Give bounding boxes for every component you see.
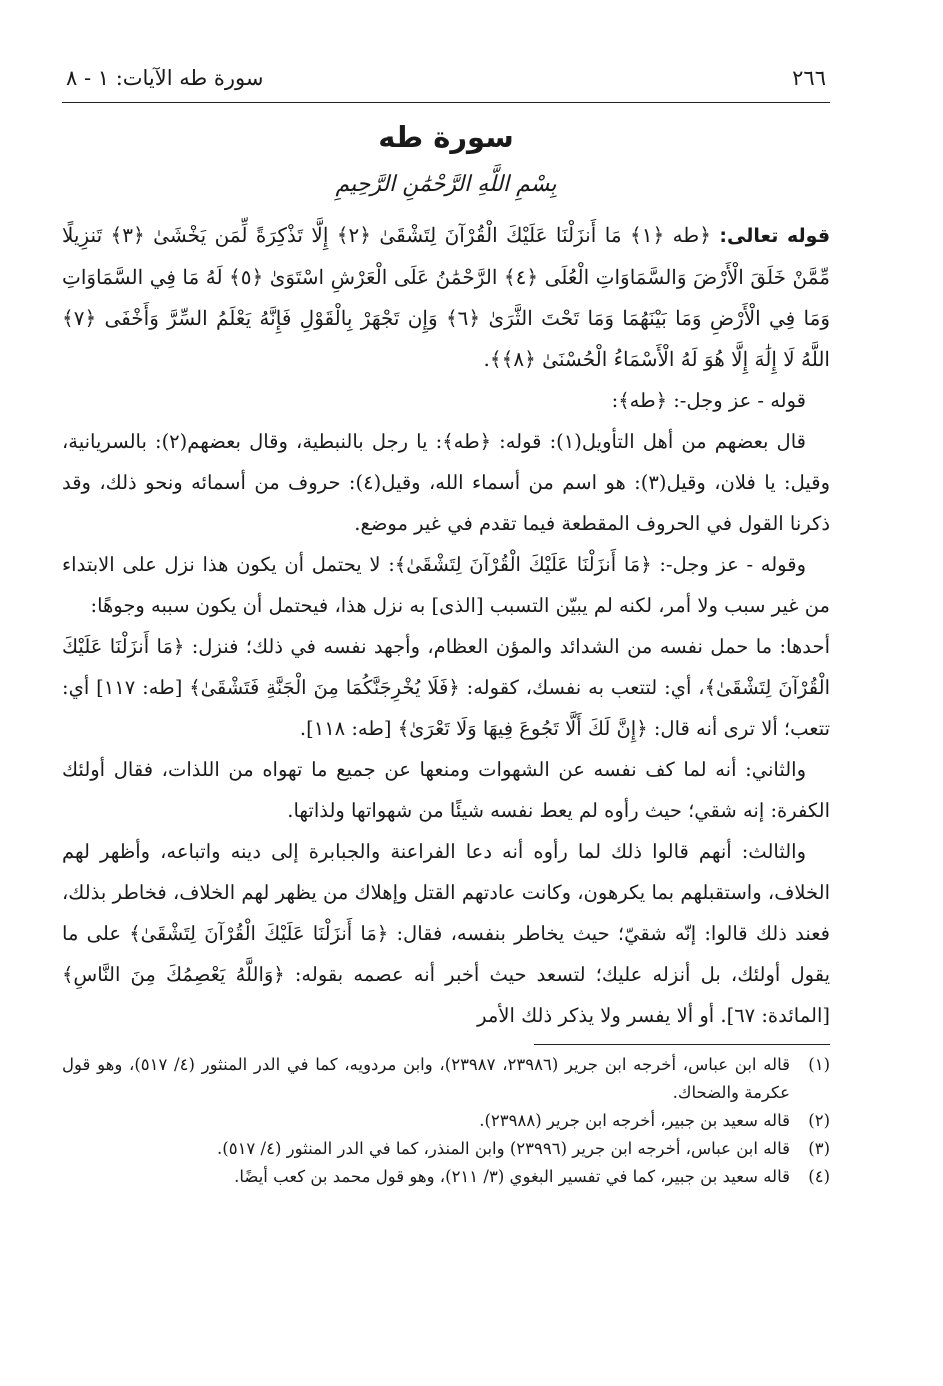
surah-title: سورة طه xyxy=(378,120,514,154)
footnote xyxy=(62,1163,830,1191)
footnote xyxy=(62,1107,830,1135)
paragraph: قال بعضهم من أهل التأويل(١): قوله: ﴿طه﴾: يا رجل بالنبطية، وقال بعضهم(٢): بالسريانية، وقيل: يا فلان، وقيل(٣): هو اسم من أسماء الله، وقيل(٤): حروف من أسمائه ونحو ذلك، وقد ذكرنا القول في الحروف المقطعة فيما تقدم في غير موضع. xyxy=(62,430,830,535)
paragraph: والثاني: أنه لما كف نفسه عن الشهوات ومنعها عن جميع ما تهواه من اللذات، فقال أولئك الكفرة: إنه شقي؛ حيث رأوه لم يعط نفسه شيئًا من شهواتها ولذاتها. xyxy=(62,758,830,822)
verse-lead: قوله تعالى: xyxy=(719,225,831,247)
paragraph: والثالث: أنهم قالوا ذلك لما رأوه أنه دعا الفراعنة والجبابرة إلى دينه واتباعه، وأظهر لهم الخلاف، واستقبلهم بما يكرهون، وكانت عادتهم القتل وإهلاك من يظهر لهم الخلاف، فخاطر بذلك، فعند ذلك قالوا: إنّه شقيّ؛ حيث يخاطر بنفسه، فقال: ﴿مَا أَنزَلْنَا عَلَيْكَ الْقُرْآنَ لِتَشْقَىٰ﴾ على ما يقول أولئك، بل أنزله عليك؛ لتسعد حيث أخبر أنه عصمه بقوله: ﴿وَاللَّهُ يَعْصِمُكَ مِنَ النَّاسِ﴾ [المائدة: ٦٧]. أو ألا يفسر ولا يذكر ذلك الأمر xyxy=(62,840,830,1027)
commentary xyxy=(62,380,830,1036)
header-title: سورة طه الآيات: ١ - ٨ xyxy=(66,66,264,90)
footnote-text: قاله ابن عباس، أخرجه ابن جرير (٢٣٩٩٦) وابن المنذر، كما في الدر المنثور (٤/ ٥١٧). xyxy=(217,1139,790,1158)
paragraph: أحدها: ما حمل نفسه من الشدائد والمؤن العظام، وأجهد نفسه في ذلك؛ فنزل: ﴿مَا أَنزَلْنَا عَلَيْكَ الْقُرْآنَ لِتَشْقَىٰ﴾، أي: لتتعب به نفسك، كقوله: ﴿فَلَا يُخْرِجَنَّكُمَا مِنَ الْجَنَّةِ فَتَشْقَىٰ﴾ [طه: ١١٧] أي: تتعب؛ ألا ترى أنه قال: ﴿إِنَّ لَكَ أَلَّا تَجُوعَ فِيهَا وَلَا تَعْرَىٰ﴾ [طه: ١١٨]. xyxy=(62,635,831,740)
footnote-number: (٤) xyxy=(808,1167,830,1186)
basmala: بِسْمِ اللَّهِ الرَّحْمَٰنِ الرَّحِيمِ xyxy=(335,172,557,197)
footnotes xyxy=(62,1051,830,1191)
book-page xyxy=(62,58,830,1348)
footnote-number: (٢) xyxy=(808,1111,830,1130)
verse-text: ﴿طه ﴿١﴾ مَا أَنزَلْنَا عَلَيْكَ الْقُرْآنَ لِتَشْقَىٰ ﴿٢﴾ إِلَّا تَذْكِرَةً لِّمَن يَخْشَىٰ ﴿٣﴾ تَنزِيلًا مِّمَّنْ خَلَقَ الْأَرْضَ وَالسَّمَاوَاتِ الْعُلَى ﴿٤﴾ الرَّحْمَٰنُ عَلَى الْعَرْشِ اسْتَوَىٰ ﴿٥﴾ لَهُ مَا فِي السَّمَاوَاتِ وَمَا فِي الْأَرْضِ وَمَا بَيْنَهُمَا وَمَا تَحْتَ الثَّرَىٰ ﴿٦﴾ وَإِن تَجْهَرْ بِالْقَوْلِ فَإِنَّهُ يَعْلَمُ السِّرَّ وَأَخْفَى ﴿٧﴾ اللَّهُ لَا إِلَٰهَ إِلَّا هُوَ لَهُ الْأَسْمَاءُ الْحُسْنَىٰ ﴿٨﴾﴾. xyxy=(62,223,830,371)
footnote-number: (٣) xyxy=(808,1139,830,1158)
footnote-text: قاله سعيد بن جبير، كما في تفسير البغوي (٣/ ٢١١)، وهو قول محمد بن كعب أيضًا. xyxy=(234,1167,790,1186)
footnote-number: (١) xyxy=(808,1055,830,1074)
footnote xyxy=(62,1135,830,1163)
footnote-text: قاله سعيد بن جبير، أخرجه ابن جرير (٢٣٩٨٨). xyxy=(479,1111,790,1130)
page-number: ٢٦٦ xyxy=(792,66,826,90)
footnote-text: قاله ابن عباس، أخرجه ابن جرير (٢٣٩٨٦، ٢٣٩٨٧)، وابن مردويه، كما في الدر المنثور (٤/ ٥١٧)، وهو قول عكرمة والضحاك. xyxy=(62,1055,790,1102)
footnote-divider xyxy=(534,1044,830,1045)
paragraph: وقوله - عز وجل-: ﴿مَا أَنزَلْنَا عَلَيْكَ الْقُرْآنَ لِتَشْقَىٰ﴾: لا يحتمل أن يكون هذا نزل على الابتداء من غير سبب ولا أمر، لكنه لم يبيّن التسبب [الذى] به نزل هذا، فيحتمل أن يكون سببه وجوهًا: xyxy=(62,553,830,617)
footnote xyxy=(62,1051,830,1107)
running-header xyxy=(62,58,830,103)
paragraph: قوله - عز وجل-: ﴿طه﴾: xyxy=(611,389,806,412)
verse-block xyxy=(62,215,830,380)
